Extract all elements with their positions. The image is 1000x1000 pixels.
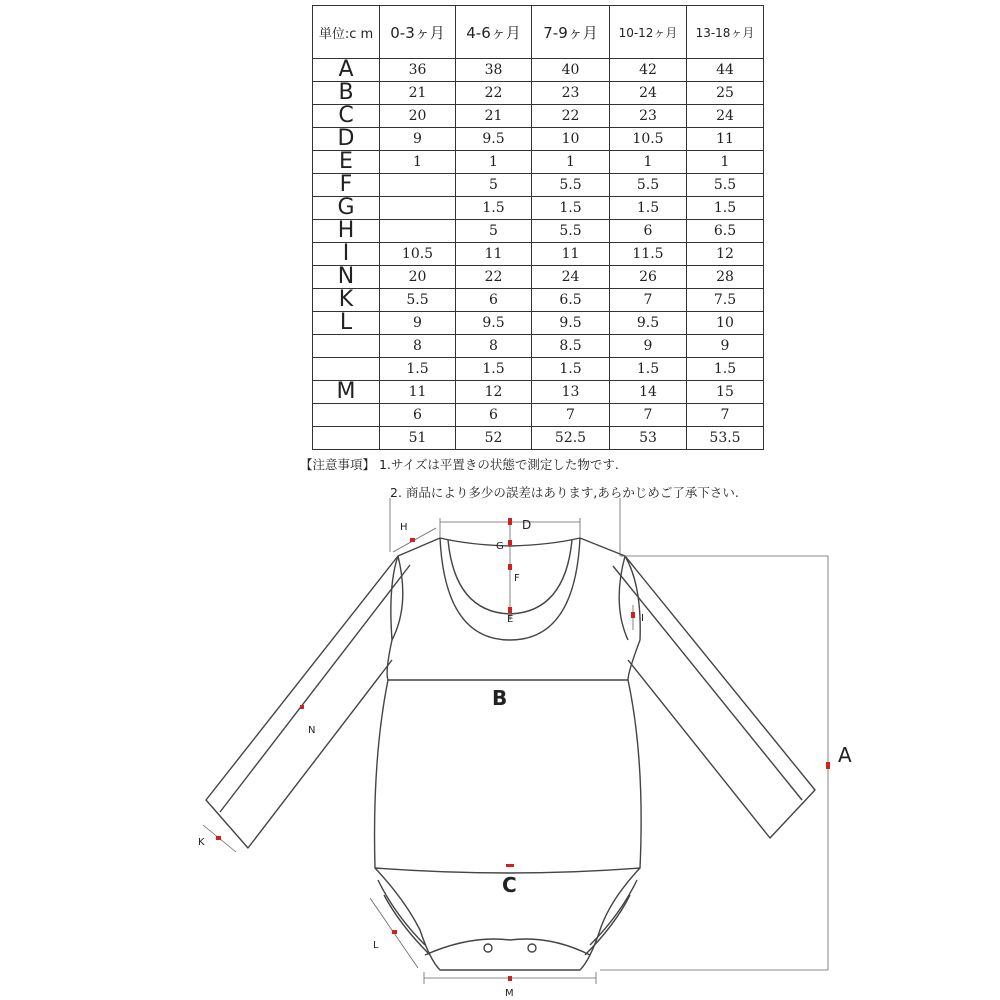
table-cell: 9 [610,335,687,358]
row-label: F [313,174,380,197]
table-cell: 1 [532,151,610,174]
note-line-1: 【注意事項】 1.サイズは平置きの状態で測定した物です. [300,457,619,472]
table-cell: 24 [687,105,764,128]
table-cell: 5.5 [532,174,610,197]
leg-left [378,880,425,945]
table-cell: 42 [610,59,687,82]
table-cell: 9 [687,335,764,358]
table-cell: 5.5 [380,289,456,312]
table-cell: 7 [532,404,610,427]
table-cell: 13 [532,381,610,404]
table-cell: 8 [380,335,456,358]
table-cell: 38 [456,59,532,82]
table-cell: 5 [456,174,532,197]
label-i: I [641,613,644,624]
sleeve-right-seam [613,566,802,800]
table-cell: 1.5 [610,358,687,381]
table-cell: 9.5 [456,312,532,335]
table-cell: 11 [456,243,532,266]
table-cell: 1.5 [687,358,764,381]
table-cell: 6 [456,289,532,312]
measurement-lines [203,498,828,984]
marker-d [508,518,512,525]
row-label: D [313,128,380,151]
raglan-right [619,556,628,640]
table-cell: 20 [380,266,456,289]
col-header: 10-12ヶ月 [610,6,687,59]
row-label: C [313,105,380,128]
table-cell: 7 [610,289,687,312]
row-label: E [313,151,380,174]
body-outline [375,538,642,970]
label-k: K [198,837,205,848]
diagram-labels [198,518,852,999]
marker-a [826,762,830,769]
table-cell: 11 [380,381,456,404]
table-cell: 5.5 [532,220,610,243]
table-cell: 51 [380,427,456,450]
table-cell: 10.5 [610,128,687,151]
table-cell: 53 [610,427,687,450]
table-cell: 24 [532,266,610,289]
unit-header: 単位:c m [313,6,380,59]
table-cell: 1 [456,151,532,174]
sleeve-left [206,556,398,848]
marker-l [392,930,397,934]
marker-f [508,564,512,570]
table-cell: 1.5 [456,197,532,220]
row-label: M [313,381,380,404]
table-cell: 12 [687,243,764,266]
table-cell: 22 [532,105,610,128]
table-cell: 21 [456,105,532,128]
bodysuit-outline [206,538,815,970]
table-cell: 22 [456,82,532,105]
row-label: N [313,266,380,289]
table-cell: 1.5 [532,358,610,381]
leg-right [590,880,637,945]
table-cell: 10 [687,312,764,335]
row-label: G [313,197,380,220]
sleeve-right [625,556,815,838]
table-cell: 52 [456,427,532,450]
row-label: L [313,312,380,335]
dimension-line-h-ext [390,498,620,556]
table-cell: 9 [380,312,456,335]
table-cell: 1.5 [687,197,764,220]
label-b: B [492,686,508,710]
label-n: N [308,725,316,736]
table-cell: 14 [610,381,687,404]
label-a: A [838,743,852,767]
table-cell: 6 [610,220,687,243]
measurement-markers [216,518,830,981]
table-cell: 24 [610,82,687,105]
table-cell: 10 [532,128,610,151]
table-cell: 5 [456,220,532,243]
marker-k [216,836,221,840]
row-label: K [313,289,380,312]
snap-button [484,944,492,952]
marker-c [506,864,514,867]
marker-h [410,538,415,542]
table-cell: 6.5 [532,289,610,312]
marker-n [300,705,304,709]
table-cell: 53.5 [687,427,764,450]
row-label: H [313,220,380,243]
table-cell: 21 [380,82,456,105]
table-cell: 9.5 [532,312,610,335]
table-cell: 1.5 [532,197,610,220]
table-cell: 7 [687,404,764,427]
table-cell: 5.5 [687,174,764,197]
table-cell: 23 [610,105,687,128]
label-l: L [373,940,379,951]
table-cell: 11 [687,128,764,151]
table-cell: 25 [687,82,764,105]
table-cell: 22 [456,266,532,289]
label-d: D [522,518,532,532]
label-h: H [400,522,408,533]
table-cell: 23 [532,82,610,105]
table-cell: 1 [687,151,764,174]
col-header: 0-3ヶ月 [380,6,456,59]
table-cell: 20 [380,105,456,128]
table-cell: 36 [380,59,456,82]
table-cell: 11 [532,243,610,266]
table-cell: 1.5 [380,358,456,381]
table-cell: 44 [687,59,764,82]
snap-button [528,944,536,952]
table-cell: 52.5 [532,427,610,450]
col-header: 7-9ヶ月 [532,6,610,59]
table-cell: 1.5 [610,197,687,220]
marker-g [508,540,512,546]
table-cell: 6 [456,404,532,427]
row-label: A [313,59,380,82]
sleeve-left-seam [220,565,410,812]
marker-i [631,612,635,618]
label-c: C [502,873,517,897]
table-cell: 6.5 [687,220,764,243]
table-cell: 8 [456,335,532,358]
label-m: M [505,988,514,999]
table-cell: 6 [380,404,456,427]
row-label: B [313,82,380,105]
table-cell: 28 [687,266,764,289]
table-cell: 5.5 [610,174,687,197]
table-cell: 11.5 [610,243,687,266]
table-cell: 9.5 [610,312,687,335]
table-cell: 40 [532,59,610,82]
marker-e [508,607,512,613]
note-line-2: 2. 商品により多少の誤差はあります,あらかじめご了承下さい. [390,485,739,500]
label-g: G [496,541,504,552]
table-cell: 15 [687,381,764,404]
table-cell: 9.5 [456,128,532,151]
table-cell: 8.5 [532,335,610,358]
snap-placket [425,939,590,955]
table-cell: 7.5 [687,289,764,312]
table-cell: 1.5 [456,358,532,381]
table-cell: 1 [610,151,687,174]
table-cell: 12 [456,381,532,404]
table-cell: 9 [380,128,456,151]
table-cell: 7 [610,404,687,427]
col-header: 4-6ヶ月 [456,6,532,59]
marker-m [508,976,512,981]
raglan-left [392,556,403,640]
label-e: E [507,614,514,625]
table-cell: 26 [610,266,687,289]
label-f: F [514,573,520,584]
table-cell: 1 [380,151,456,174]
table-cell: 10.5 [380,243,456,266]
col-header: 13-18ヶ月 [687,6,764,59]
row-label: I [313,243,380,266]
